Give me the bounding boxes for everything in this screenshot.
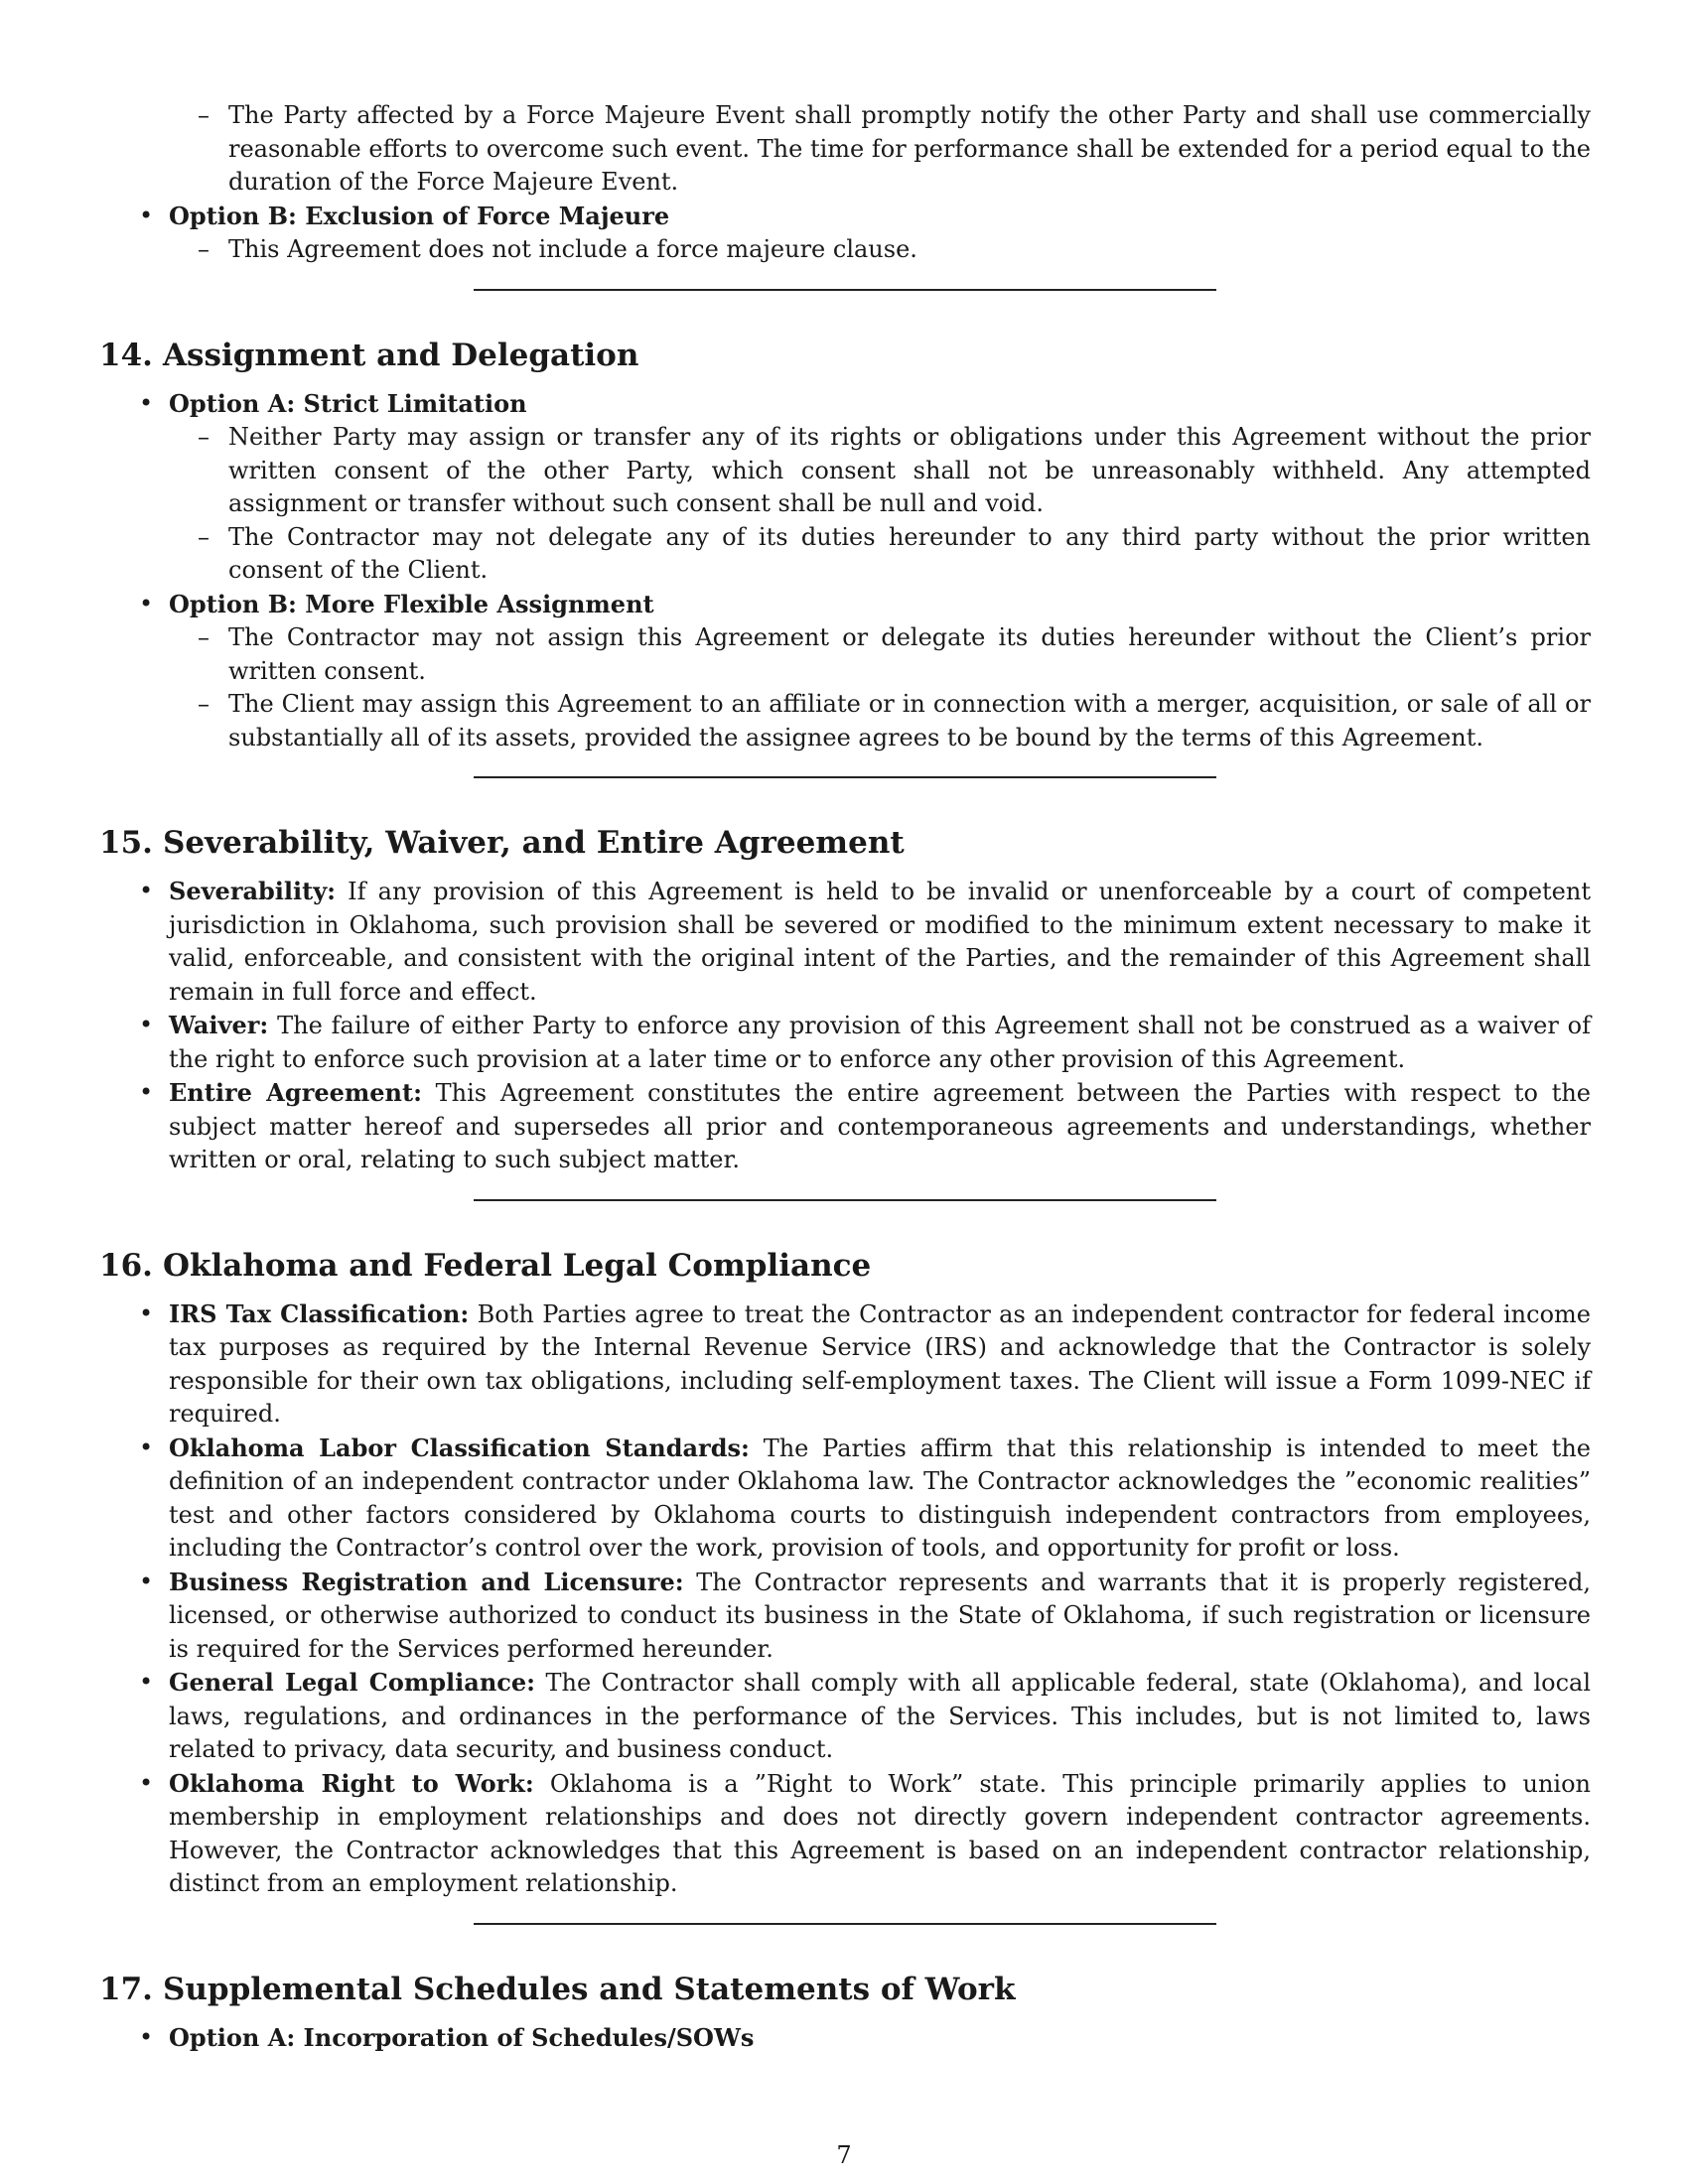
list-item: – This Agreement does not include a force majeure clause. — [169, 233, 1591, 267]
item-text: The failure of either Party to enforce any provision of this Agreement shall not be construed as a waiver of the right to enforce such provision at a later time or to enforce any other provision of this Agreement. — [169, 1012, 1591, 1073]
severability-item — [99, 875, 1591, 1009]
section-title: Assignment and Delegation — [163, 337, 639, 373]
option-b-list — [169, 233, 1591, 267]
section-13-continuation — [99, 99, 1591, 267]
item-text: The Contractor represents and warrants that it is properly registered, licensed, or otherwise authorized to conduct its business in the State of Oklahoma, if such registration or licensure is required for the Services performed hereunder. — [169, 1568, 1592, 1663]
list-item: – Neither Party may assign or transfer any of its rights or obligations under this Agreement without the prior written consent of the other Party, which consent shall not be unreasonably withheld. Any attempted assignment or transfer without such consent shall be null and void. — [169, 421, 1591, 521]
item-text: Oklahoma is a ”Right to Work” state. This principle primarily applies to union membership in employment relationships and does not directly govern independent contractor agreements. However, the Contractor acknowledges that this Agreement is based on an independent contractor relationship, distinct from an employment relationship. — [169, 1769, 1592, 1897]
section-divider — [474, 776, 1216, 778]
option-a-list — [169, 421, 1591, 588]
right-to-work-item — [99, 1767, 1591, 1901]
force-majeure-option-a-list — [169, 99, 1591, 200]
document-page — [99, 99, 1591, 2055]
irs-tax-classification-item — [99, 1297, 1591, 1432]
page-number: 7 — [836, 2141, 852, 2169]
section-number: 15. — [99, 825, 153, 861]
option-label: Option B: Exclusion of Force Majeure — [169, 201, 670, 230]
item-term: IRS Tax Classification: — [169, 1298, 470, 1328]
section-15-heading — [99, 823, 1591, 863]
force-majeure-options — [99, 200, 1591, 267]
item-term: Entire Agreement: — [169, 1078, 422, 1107]
item-term: Severability: — [169, 877, 337, 905]
assignment-option-b — [99, 588, 1591, 755]
general-compliance-item — [99, 1666, 1591, 1767]
labor-classification-item — [99, 1432, 1591, 1566]
item-term: Oklahoma Right to Work: — [169, 1768, 534, 1798]
section-divider — [474, 1923, 1216, 1925]
item-term: General Legal Compliance: — [169, 1668, 536, 1697]
option-label: Option A: Incorporation of Schedules/SOWs — [169, 2022, 755, 2052]
section-17-options — [99, 2021, 1591, 2056]
item-term: Oklahoma Labor Classification Standards: — [169, 1433, 750, 1462]
section-16-heading — [99, 1246, 1591, 1286]
list-item: – The Client may assign this Agreement to an affiliate or in connection with a merger, acquisition, or sale of all or substantially all of its assets, provided the assignee agrees to be bound by the terms of this Agreement. — [169, 688, 1591, 754]
section-15-list — [99, 875, 1591, 1177]
list-item: – The Contractor may not assign this Agreement or delegate its duties hereunder without the Client’s prior written consent. — [169, 621, 1591, 688]
waiver-item — [99, 1009, 1591, 1076]
item-text: Both Parties agree to treat the Contractor as an independent contractor for federal income tax purposes as required by the Internal Revenue Service (IRS) and acknowledge that the Contractor is solely responsible for their own tax obligations, including self-employment taxes. The Client will issue a Form 1099-NEC if required. — [169, 1299, 1591, 1428]
section-divider — [474, 289, 1216, 291]
list-item: – The Contractor may not delegate any of its duties hereunder to any third party without the prior written consent of the Client. — [169, 521, 1591, 588]
section-title: Oklahoma and Federal Legal Compliance — [163, 1247, 872, 1284]
section-16-list — [99, 1297, 1591, 1901]
option-b-list — [169, 621, 1591, 754]
assignment-option-a — [99, 387, 1591, 588]
section-title: Severability, Waiver, and Entire Agreement — [163, 825, 905, 861]
business-registration-item — [99, 1566, 1591, 1667]
item-term: Business Registration and Licensure: — [169, 1567, 684, 1596]
section-17-heading — [99, 1970, 1591, 2009]
section-14-options — [99, 387, 1591, 755]
section-divider — [474, 1199, 1216, 1201]
entire-agreement-item — [99, 1076, 1591, 1177]
section-number: 14. — [99, 337, 153, 373]
section-title: Supplemental Schedules and Statements of Work — [163, 1971, 1016, 2007]
list-item: – The Party affected by a Force Majeure Event shall promptly notify the other Party and shall use commercially reasonable efforts to overcome such event. The time for performance shall be extended for a period equal to the duration of the Force Majeure Event. — [169, 99, 1591, 200]
item-text: The Parties affirm that this relationship is intended to meet the definition of an independent contractor under Oklahoma law. The Contractor acknowledges the ”economic realities” test and other factors considered by Oklahoma courts to distinguish independent contractors from employees, including the Contractor’s control over the work, provision of tools, and opportunity for profit or loss. — [169, 1433, 1591, 1562]
option-label: Option A: Strict Limitation — [169, 388, 527, 418]
item-text: This Agreement constitutes the entire agreement between the Parties with respect to the subject matter hereof and supersedes all prior and contemporaneous agreements and understandings, whether written or oral, relating to such subject matter. — [169, 1079, 1591, 1173]
option-label: Option B: More Flexible Assignment — [169, 589, 654, 618]
item-text: The Contractor shall comply with all applicable federal, state (Oklahoma), and local laws, regulations, and ordinances in the performance of the Services. This includes, but is not limited to, laws related to privacy, data security, and business conduct. — [169, 1669, 1591, 1763]
item-text: If any provision of this Agreement is held to be invalid or unenforceable by a court of competent jurisdiction in Oklahoma, such provision shall be severed or modified to the minimum extent necessary to make it valid, enforceable, and consistent with the original intent of the Parties, and the remainder of this Agreement shall remain in full force and effect. — [169, 878, 1591, 1006]
item-term: Waiver: — [169, 1011, 269, 1039]
force-majeure-option-b — [99, 200, 1591, 267]
section-number: 17. — [99, 1971, 153, 2007]
section-14-heading — [99, 336, 1591, 375]
schedules-option-a — [99, 2021, 1591, 2056]
section-number: 16. — [99, 1247, 153, 1284]
